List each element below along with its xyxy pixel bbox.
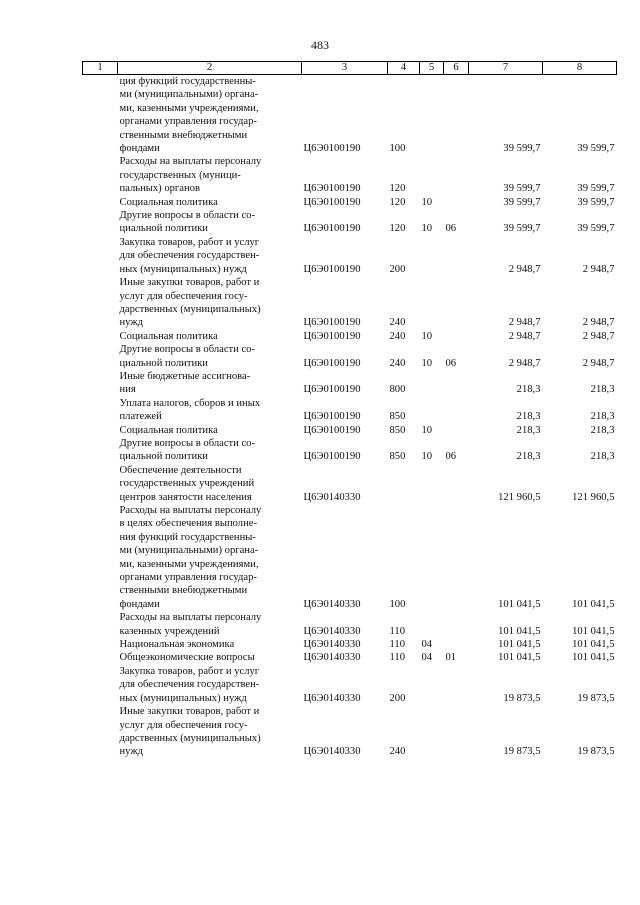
amount-cell: 121 960,5 xyxy=(572,491,615,503)
target-code-cell: Ц6Э0140330 xyxy=(303,692,361,704)
amount-cell: 2 948,7 xyxy=(508,357,541,369)
amount-cell: 39 599,7 xyxy=(577,223,615,235)
subsection-cell xyxy=(444,276,469,330)
row-index-cell xyxy=(83,276,118,330)
description-cell xyxy=(118,209,302,236)
page-number: 483 xyxy=(311,38,329,52)
table-row xyxy=(83,209,617,236)
amount-cell: 39 599,7 xyxy=(577,183,615,195)
row-index-cell xyxy=(83,397,118,424)
header-row xyxy=(83,62,617,75)
target-code-cell: Ц6Э0100190 xyxy=(303,411,361,423)
description-cell xyxy=(118,424,302,437)
expense-type-cell: 240 xyxy=(389,317,406,329)
subsection-cell: 06 xyxy=(445,223,457,235)
row-index-cell xyxy=(83,343,118,370)
description-line: нужд xyxy=(119,746,144,758)
subsection-cell xyxy=(444,196,469,209)
description-line: ми (муниципальными) органа- xyxy=(119,545,259,557)
target-code-cell: Ц6Э0100190 xyxy=(303,330,361,342)
table-row xyxy=(83,705,617,759)
target-code-cell: Ц6Э0140330 xyxy=(303,598,361,610)
row-index-cell xyxy=(83,75,118,156)
column-header: 7 xyxy=(469,62,543,75)
table-row xyxy=(83,464,617,504)
target-code-cell: Ц6Э0100190 xyxy=(303,223,361,235)
section-cell: 04 xyxy=(421,639,433,651)
description-cell xyxy=(118,611,302,638)
amount-cell: 218,3 xyxy=(590,424,615,436)
description-cell xyxy=(118,236,302,276)
section-cell: 10 xyxy=(421,330,433,342)
section-cell: 10 xyxy=(421,357,433,369)
section-cell xyxy=(420,705,444,759)
table-row xyxy=(83,370,617,397)
target-code-cell: Ц6Э0140330 xyxy=(303,625,361,637)
column-header: 4 xyxy=(388,62,420,75)
description-line: казенных учреждений xyxy=(119,625,220,637)
table-row xyxy=(83,75,617,156)
target-code-cell: Ц6Э0140330 xyxy=(303,491,361,503)
table-row xyxy=(83,638,617,651)
row-index-cell xyxy=(83,638,118,651)
expense-type-cell: 120 xyxy=(389,183,406,195)
description-line: Обеспечение деятельности xyxy=(119,464,242,476)
row-index-cell xyxy=(83,437,118,464)
description-line: ния xyxy=(119,384,136,396)
subsection-cell xyxy=(444,464,469,504)
target-code-cell: Ц6Э0100190 xyxy=(303,384,361,396)
target-code-cell: Ц6Э0100190 xyxy=(303,196,361,208)
row-index-cell xyxy=(83,370,118,397)
table-row xyxy=(83,424,617,437)
description-line: нужд xyxy=(119,317,144,329)
amount-cell: 101 041,5 xyxy=(498,598,541,610)
section-cell xyxy=(420,504,444,611)
amount-cell: 2 948,7 xyxy=(508,330,541,342)
table-row xyxy=(83,155,617,195)
description-line: дарственных (муниципальных) xyxy=(119,303,261,315)
subsection-cell xyxy=(444,75,469,156)
description-line: ных (муниципальных) нужд xyxy=(119,263,247,275)
subsection-cell xyxy=(444,424,469,437)
amount-cell: 101 041,5 xyxy=(572,652,615,664)
description-line: Социальная политика xyxy=(119,330,218,342)
section-cell xyxy=(420,155,444,195)
expense-type-cell: 850 xyxy=(389,451,406,463)
description-cell xyxy=(118,343,302,370)
description-line: государственных учреждений xyxy=(119,478,255,490)
amount-cell: 101 041,5 xyxy=(572,625,615,637)
table-row xyxy=(83,397,617,424)
section-cell xyxy=(420,236,444,276)
row-index-cell xyxy=(83,651,118,664)
row-index-cell xyxy=(83,705,118,759)
row-index-cell xyxy=(83,665,118,705)
section-cell: 10 xyxy=(421,424,433,436)
budget-table xyxy=(82,61,617,759)
column-header: 3 xyxy=(302,62,388,75)
description-line: циальной политики xyxy=(119,357,208,369)
expense-type-cell: 240 xyxy=(389,357,406,369)
section-cell: 10 xyxy=(421,196,433,208)
section-cell: 10 xyxy=(421,451,433,463)
description-line: ния функций государственны- xyxy=(119,531,256,543)
amount-cell: 218,3 xyxy=(590,451,615,463)
description-line: дарственных (муниципальных) xyxy=(119,732,261,744)
section-cell: 04 xyxy=(421,652,433,664)
description-line: ми, казенными учреждениями, xyxy=(119,102,259,114)
table-row xyxy=(83,343,617,370)
description-cell xyxy=(118,397,302,424)
target-code-cell: Ц6Э0100190 xyxy=(303,424,361,436)
subsection-cell: 01 xyxy=(445,652,457,664)
description-line: Социальная политика xyxy=(119,196,218,208)
expense-type-cell: 120 xyxy=(389,223,406,235)
subsection-cell xyxy=(444,370,469,397)
amount-cell: 39 599,7 xyxy=(577,196,615,208)
amount-cell: 19 873,5 xyxy=(577,692,615,704)
row-index-cell xyxy=(83,424,118,437)
description-line: циальной политики xyxy=(119,223,208,235)
expense-type-cell: 100 xyxy=(389,598,406,610)
subsection-cell xyxy=(444,665,469,705)
description-line: ция функций государственны- xyxy=(119,76,256,87)
amount-cell: 2 948,7 xyxy=(582,263,615,275)
row-index-cell xyxy=(83,464,118,504)
row-index-cell xyxy=(83,611,118,638)
description-line: Расходы на выплаты персоналу xyxy=(119,612,262,624)
description-line: услуг для обеспечения госу- xyxy=(119,290,248,302)
subsection-cell xyxy=(444,705,469,759)
row-index-cell xyxy=(83,196,118,209)
expense-type-cell: 110 xyxy=(389,639,405,651)
target-code-cell: Ц6Э0100190 xyxy=(303,183,361,195)
description-cell xyxy=(118,75,302,156)
target-code-cell: Ц6Э0100190 xyxy=(303,451,361,463)
expense-type-cell: 850 xyxy=(389,424,406,436)
expense-type-cell xyxy=(388,464,420,504)
target-code-cell: Ц6Э0140330 xyxy=(303,746,361,758)
description-line: Другие вопросы в области со- xyxy=(119,437,256,449)
target-code-cell: Ц6Э0100190 xyxy=(303,357,361,369)
amount-cell: 101 041,5 xyxy=(498,652,541,664)
table-row xyxy=(83,665,617,705)
amount-cell: 218,3 xyxy=(516,384,541,396)
amount-cell: 218,3 xyxy=(516,451,541,463)
description-line: ственными внебюджетными xyxy=(119,129,248,141)
target-code-cell: Ц6Э0100190 xyxy=(303,143,361,155)
amount-cell: 2 948,7 xyxy=(508,263,541,275)
description-line: органами управления государ- xyxy=(119,572,257,584)
description-line: фондами xyxy=(119,143,160,155)
expense-type-cell: 110 xyxy=(389,625,405,637)
description-line: Закупка товаров, работ и услуг xyxy=(119,236,260,248)
column-header: 5 xyxy=(420,62,444,75)
expense-type-cell: 200 xyxy=(389,263,406,275)
amount-cell: 101 041,5 xyxy=(498,639,541,651)
target-code-cell: Ц6Э0100190 xyxy=(303,263,361,275)
amount-cell: 19 873,5 xyxy=(503,746,541,758)
table-row xyxy=(83,276,617,330)
expense-type-cell: 100 xyxy=(389,143,406,155)
description-line: пальных) органов xyxy=(119,183,200,195)
subsection-cell xyxy=(444,397,469,424)
amount-cell: 121 960,5 xyxy=(498,491,541,503)
description-line: Общеэкономические вопросы xyxy=(119,652,255,664)
expense-type-cell: 240 xyxy=(389,330,406,342)
section-cell xyxy=(420,397,444,424)
description-cell xyxy=(118,196,302,209)
subsection-cell xyxy=(444,330,469,343)
description-line: платежей xyxy=(119,411,162,423)
description-line: Расходы на выплаты персоналу xyxy=(119,156,262,168)
description-line: Иные бюджетные ассигнова- xyxy=(119,370,251,382)
expense-type-cell: 120 xyxy=(389,196,406,208)
column-header: 8 xyxy=(543,62,617,75)
description-cell xyxy=(118,504,302,611)
subsection-cell: 06 xyxy=(445,451,457,463)
subsection-cell xyxy=(444,155,469,195)
description-line: Социальная политика xyxy=(119,424,218,436)
table-row xyxy=(83,437,617,464)
subsection-cell xyxy=(444,504,469,611)
subsection-cell: 06 xyxy=(445,357,457,369)
column-header: 2 xyxy=(118,62,302,75)
description-line: фондами xyxy=(119,598,160,610)
expense-type-cell: 200 xyxy=(389,692,406,704)
section-cell xyxy=(420,276,444,330)
table-row xyxy=(83,611,617,638)
column-header: 1 xyxy=(83,62,118,75)
target-code-cell: Ц6Э0140330 xyxy=(303,652,361,664)
description-line: услуг для обеспечения госу- xyxy=(119,719,248,731)
expense-type-cell: 800 xyxy=(389,384,406,396)
section-cell xyxy=(420,464,444,504)
description-cell xyxy=(118,437,302,464)
table-row xyxy=(83,651,617,664)
description-line: для обеспечения государствен- xyxy=(119,679,260,691)
amount-cell: 2 948,7 xyxy=(582,357,615,369)
description-line: для обеспечения государствен- xyxy=(119,250,260,262)
amount-cell: 39 599,7 xyxy=(503,223,541,235)
description-cell xyxy=(118,276,302,330)
description-cell xyxy=(118,651,302,664)
description-cell xyxy=(118,638,302,651)
table-row xyxy=(83,236,617,276)
description-line: циальной политики xyxy=(119,451,208,463)
row-index-cell xyxy=(83,504,118,611)
description-line: Уплата налогов, сборов и иных xyxy=(119,397,261,409)
description-line: Другие вопросы в области со- xyxy=(119,210,256,222)
amount-cell: 39 599,7 xyxy=(503,143,541,155)
description-cell xyxy=(118,464,302,504)
section-cell xyxy=(420,75,444,156)
expense-type-cell: 240 xyxy=(389,746,406,758)
row-index-cell xyxy=(83,236,118,276)
table-row xyxy=(83,196,617,209)
section-cell xyxy=(420,611,444,638)
row-index-cell xyxy=(83,330,118,343)
expense-type-cell: 110 xyxy=(389,652,405,664)
subsection-cell xyxy=(444,638,469,651)
section-cell xyxy=(420,370,444,397)
description-line: Национальная экономика xyxy=(119,639,235,651)
amount-cell: 2 948,7 xyxy=(582,330,615,342)
amount-cell: 101 041,5 xyxy=(572,639,615,651)
row-index-cell xyxy=(83,155,118,195)
description-cell xyxy=(118,665,302,705)
description-line: центров занятости населения xyxy=(119,491,252,503)
table-body xyxy=(83,75,617,759)
expense-type-cell: 850 xyxy=(389,411,406,423)
subsection-cell xyxy=(444,236,469,276)
description-line: Другие вопросы в области со- xyxy=(119,344,256,356)
target-code-cell: Ц6Э0100190 xyxy=(303,317,361,329)
amount-cell: 2 948,7 xyxy=(582,317,615,329)
description-cell xyxy=(118,370,302,397)
description-line: органами управления государ- xyxy=(119,116,257,128)
section-cell: 10 xyxy=(421,223,433,235)
section-cell xyxy=(420,665,444,705)
target-code-cell: Ц6Э0140330 xyxy=(303,639,361,651)
amount-cell: 218,3 xyxy=(590,384,615,396)
subsection-cell xyxy=(444,611,469,638)
amount-cell: 101 041,5 xyxy=(498,625,541,637)
description-line: Закупка товаров, работ и услуг xyxy=(119,665,260,677)
description-cell xyxy=(118,330,302,343)
amount-cell: 19 873,5 xyxy=(503,692,541,704)
amount-cell: 39 599,7 xyxy=(503,183,541,195)
description-line: ственными внебюджетными xyxy=(119,585,248,597)
amount-cell: 2 948,7 xyxy=(508,317,541,329)
amount-cell: 19 873,5 xyxy=(577,746,615,758)
description-line: государственных (муници- xyxy=(119,169,241,181)
description-cell xyxy=(118,705,302,759)
column-header: 6 xyxy=(444,62,469,75)
amount-cell: 218,3 xyxy=(516,424,541,436)
description-cell xyxy=(118,155,302,195)
row-index-cell xyxy=(83,209,118,236)
description-line: Иные закупки товаров, работ и xyxy=(119,277,260,289)
description-line: ных (муниципальных) нужд xyxy=(119,692,247,704)
amount-cell: 218,3 xyxy=(590,411,615,423)
amount-cell: 39 599,7 xyxy=(503,196,541,208)
description-line: Расходы на выплаты персоналу xyxy=(119,505,262,516)
amount-cell: 218,3 xyxy=(516,411,541,423)
description-line: ми (муниципальными) органа- xyxy=(119,89,259,101)
description-line: Иные закупки товаров, работ и xyxy=(119,706,260,718)
table-row xyxy=(83,330,617,343)
amount-cell: 101 041,5 xyxy=(572,598,615,610)
description-line: ми, казенными учреждениями, xyxy=(119,558,259,570)
table-row xyxy=(83,504,617,611)
description-line: в целях обеспечения выполне- xyxy=(119,518,257,530)
amount-cell: 39 599,7 xyxy=(577,143,615,155)
